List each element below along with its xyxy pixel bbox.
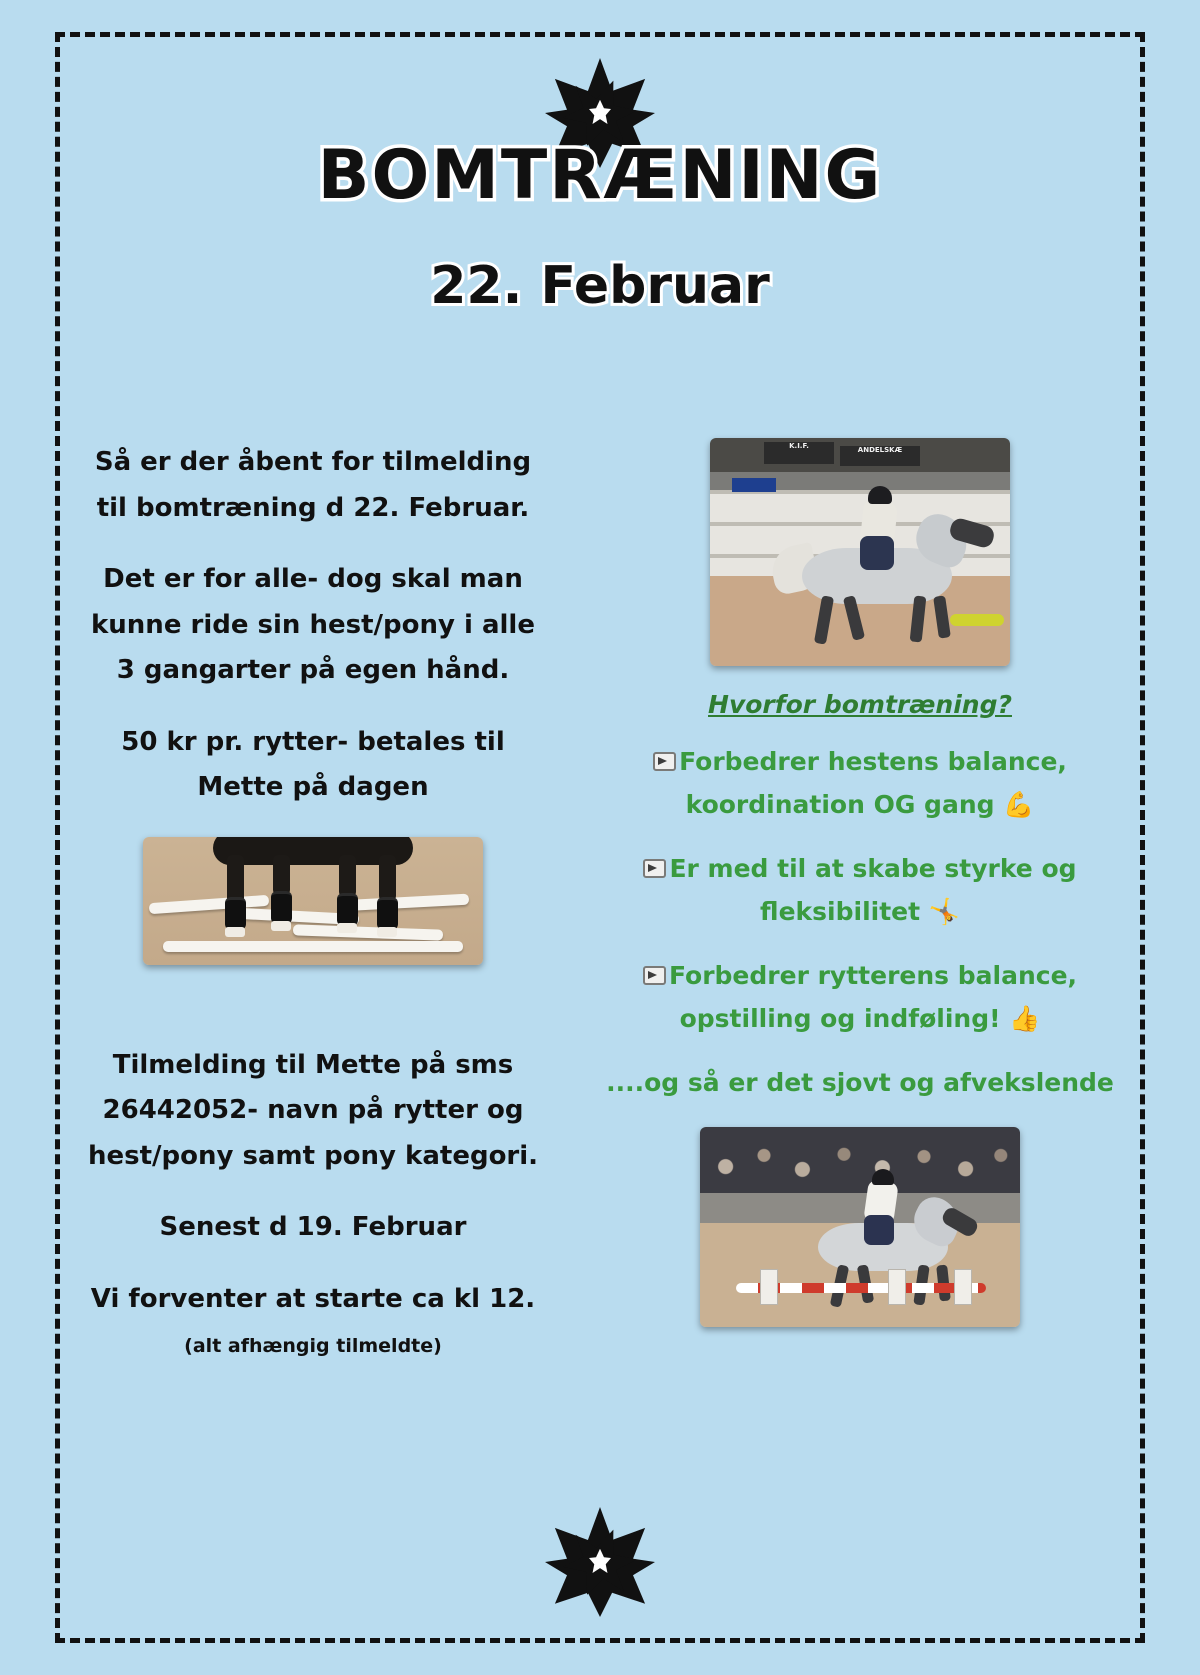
intro-paragraph: Så er der åbent for tilmelding til bomtræning d 22. Februar. <box>94 447 532 523</box>
arrow-right-icon <box>643 859 666 878</box>
starttime-paragraph <box>78 1277 548 1368</box>
price-paragraph: 50 kr pr. rytter- betales til Mette på dagen <box>121 726 505 802</box>
photo-rider-trotting: K.I.F. ANDELSKÆ <box>710 438 1010 666</box>
benefit-text-1: Forbedrer hestens balance, koordination OG gang <box>679 747 1067 819</box>
signup-paragraph: Tilmelding til Mette på sms 26442052- navn på rytter og hest/pony samt pony kategori. <box>87 1049 539 1171</box>
benefit-item-3 <box>600 955 1120 1040</box>
right-column <box>600 430 1120 1327</box>
deadline-paragraph: Senest d 19. Februar <box>159 1212 467 1242</box>
photo-rider-arena-crowd <box>700 1127 1020 1327</box>
benefit-item-1 <box>600 741 1120 826</box>
left-column <box>78 440 548 1394</box>
benefit-text-2: Er med til at skabe styrke og fleksibilitet <box>669 854 1077 926</box>
title-block <box>0 136 1200 317</box>
arrow-right-icon <box>643 966 666 985</box>
benefit-emoji-2: 🤸 <box>928 896 960 926</box>
page-title: BOMTRÆNING <box>317 136 883 215</box>
benefit-text-3: Forbedrer rytterens balance, opstilling og indføling! <box>668 961 1078 1033</box>
requirements-paragraph: Det er for alle- dog skal man kunne ride sin hest/pony i alle 3 gangarter på egen hånd. <box>91 564 535 685</box>
benefit-closing: ....og så er det sjovt og afvekslende <box>606 1068 1114 1097</box>
why-heading: Hvorfor bomtræning? <box>708 690 1012 719</box>
photo-horse-legs-poles <box>143 837 483 965</box>
starburst-bottom-icon <box>545 1507 655 1617</box>
page-subtitle-date: 22. Februar <box>430 256 770 317</box>
starttime-main: Vi forventer at starte ca kl 12. <box>90 1283 536 1314</box>
benefit-emoji-3: 👍 <box>1009 1003 1041 1033</box>
benefit-emoji-1: 💪 <box>1003 789 1035 819</box>
arrow-right-icon <box>653 752 676 771</box>
benefit-item-2 <box>600 848 1120 933</box>
starttime-tail: (alt afhængig tilmeldte) <box>184 1335 442 1357</box>
